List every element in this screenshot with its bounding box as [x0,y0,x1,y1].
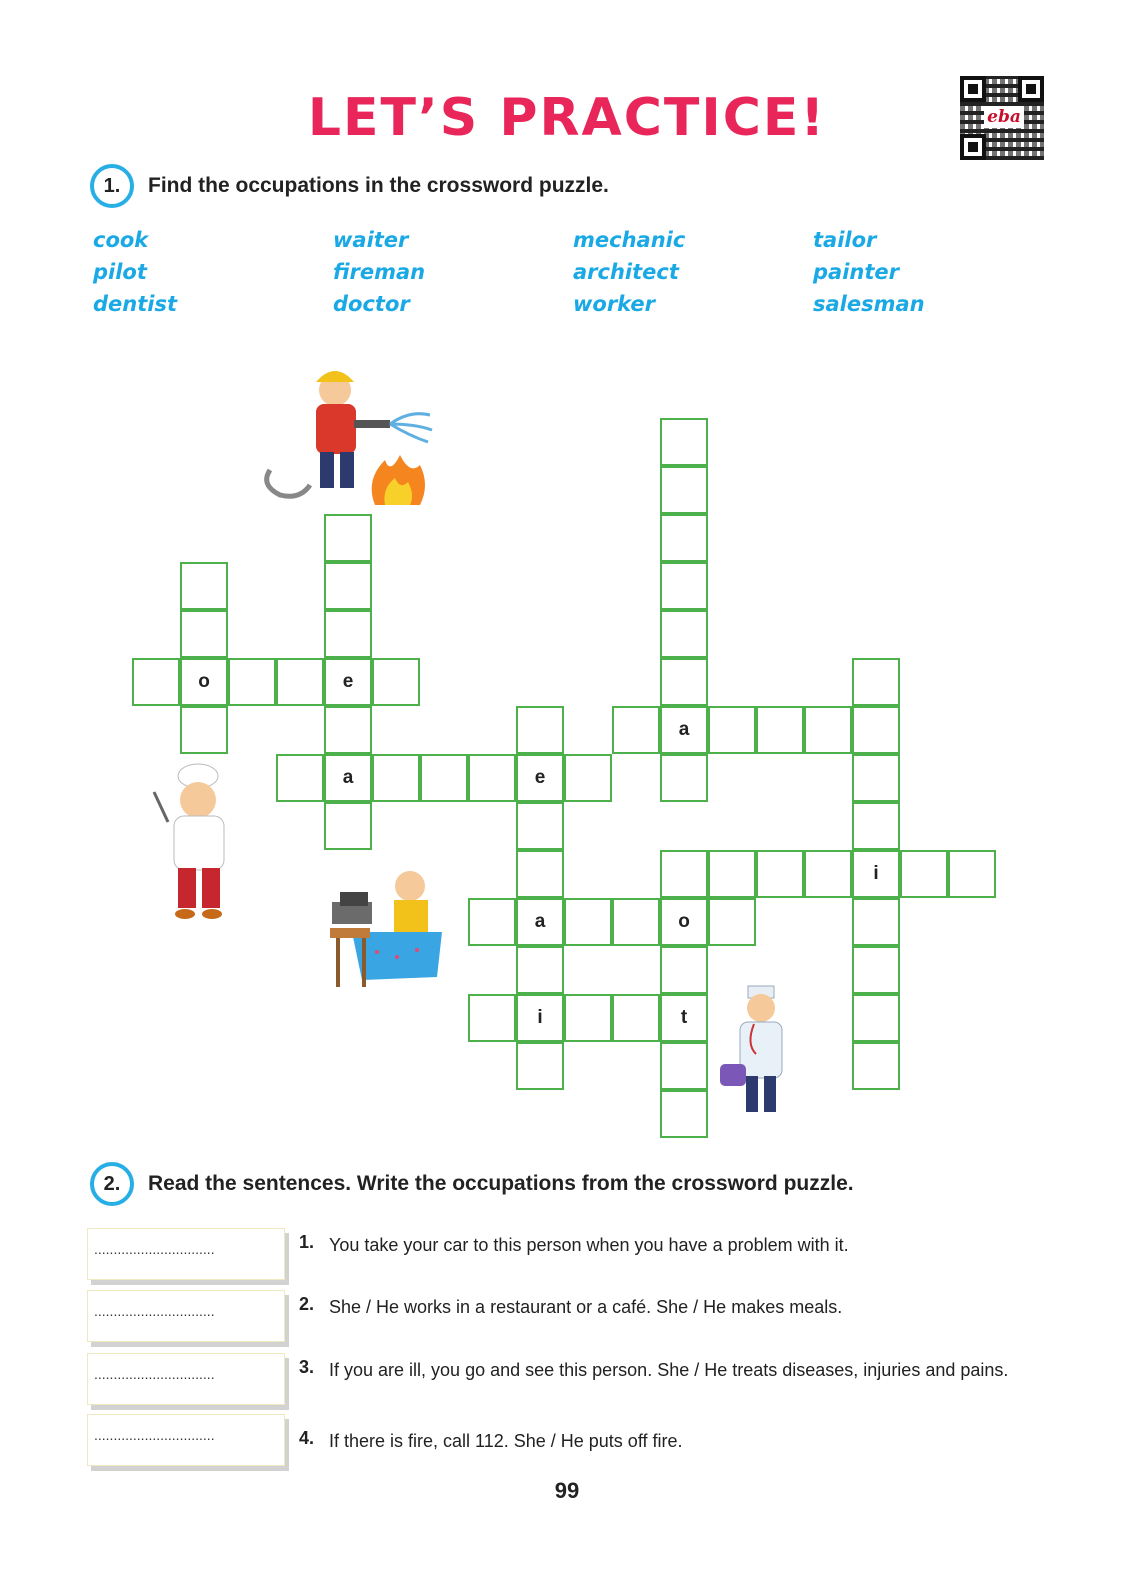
word-list [93,224,1053,320]
crossword-cell[interactable] [852,946,900,994]
exercise-instruction: Read the sentences. Write the occupations from the crossword puzzle. [148,1172,854,1195]
crossword-cell[interactable] [852,706,900,754]
crossword-cell[interactable]: i [516,994,564,1042]
crossword-cell[interactable]: e [324,658,372,706]
crossword-cell[interactable] [660,1090,708,1138]
cook-illustration [140,762,250,922]
crossword-cell[interactable] [324,610,372,658]
crossword-cell[interactable] [180,610,228,658]
word-list-item: painter [813,260,899,284]
crossword-cell[interactable]: e [516,754,564,802]
question-number: 4. [299,1428,315,1448]
word-list-item: dentist [93,292,177,316]
crossword-cell[interactable] [756,706,804,754]
crossword-cell[interactable]: a [660,706,708,754]
crossword-cell[interactable]: a [324,754,372,802]
word-list-item: mechanic [573,228,686,252]
crossword-cell[interactable] [852,658,900,706]
crossword-cell[interactable] [660,466,708,514]
page-title: LET’S PRACTICE! [307,88,827,148]
crossword-cell[interactable] [372,754,420,802]
crossword-cell[interactable] [660,418,708,466]
question-text: You take your car to this person when you have a problem with it. [329,1235,849,1255]
crossword-cell[interactable] [468,994,516,1042]
question-text: If you are ill, you go and see this person. She / He treats diseases, injuries and pains. [329,1360,1009,1380]
eba-logo: eba [984,106,1024,128]
crossword-cell[interactable] [420,754,468,802]
crossword-cell[interactable] [276,754,324,802]
word-list-item: pilot [93,260,147,284]
question-number: 3. [299,1357,315,1377]
answer-field[interactable] [87,1290,285,1342]
answer-blank: ............................... [94,1241,215,1257]
crossword-cell[interactable] [660,946,708,994]
crossword-cell[interactable] [708,898,756,946]
crossword-cell[interactable] [372,658,420,706]
crossword-cell[interactable] [804,706,852,754]
word-list-item: cook [93,228,149,252]
exercise-1-heading [90,164,609,208]
crossword-cell[interactable] [132,658,180,706]
crossword-cell[interactable] [612,898,660,946]
answer-blank: ............................... [94,1427,215,1443]
exercise-number: 1. [90,164,134,208]
crossword-cell[interactable] [660,754,708,802]
crossword-cell[interactable] [660,514,708,562]
crossword-cell[interactable] [900,850,948,898]
crossword-cell[interactable] [516,850,564,898]
answer-field[interactable] [87,1353,285,1405]
crossword-cell[interactable] [804,850,852,898]
doctor-illustration [716,984,806,1124]
crossword-cell[interactable] [708,850,756,898]
crossword-cell[interactable] [324,514,372,562]
crossword-cell[interactable] [612,994,660,1042]
crossword-cell[interactable] [516,946,564,994]
question-number: 1. [299,1232,315,1252]
question-text: If there is fire, call 112. She / He puts off fire. [329,1431,683,1451]
crossword-cell[interactable] [180,562,228,610]
crossword-cell[interactable] [948,850,996,898]
crossword-cell[interactable] [276,658,324,706]
word-list-item: worker [573,292,656,316]
answer-blank: ............................... [94,1303,215,1319]
crossword-cell[interactable] [852,802,900,850]
crossword-cell[interactable] [468,754,516,802]
question-row [87,1414,1007,1470]
crossword-cell[interactable] [516,706,564,754]
crossword-cell[interactable] [660,562,708,610]
word-list-item: tailor [813,228,877,252]
qr-finder [960,76,986,102]
word-list-item: architect [573,260,679,284]
answer-field[interactable] [87,1228,285,1280]
crossword-cell[interactable] [324,562,372,610]
question-row [87,1353,1007,1409]
crossword-cell[interactable] [852,994,900,1042]
crossword-cell[interactable] [660,658,708,706]
word-list-item: fireman [333,260,426,284]
question-row [87,1290,1007,1346]
crossword-cell[interactable] [852,1042,900,1090]
crossword-cell[interactable] [852,898,900,946]
crossword-cell[interactable]: t [660,994,708,1042]
word-list-item: salesman [813,292,925,316]
word-list-item: waiter [333,228,409,252]
crossword-cell[interactable]: a [516,898,564,946]
crossword-cell[interactable] [708,706,756,754]
crossword-cell[interactable]: o [180,658,228,706]
crossword-cell[interactable]: i [852,850,900,898]
crossword-cell[interactable]: o [660,898,708,946]
crossword-cell[interactable] [612,706,660,754]
answer-blank: ............................... [94,1366,215,1382]
crossword-cell[interactable] [324,802,372,850]
exercise-number: 2. [90,1162,134,1206]
crossword-cell[interactable] [324,706,372,754]
crossword-cell[interactable] [660,850,708,898]
crossword-cell[interactable] [660,1042,708,1090]
exercise-instruction: Find the occupations in the crossword puzzle. [148,174,609,197]
exercise-2-heading [90,1162,854,1206]
crossword-cell[interactable] [516,1042,564,1090]
tailor-illustration [322,862,452,1002]
crossword-cell[interactable] [564,898,612,946]
question-row [87,1228,1007,1284]
crossword-cell[interactable] [228,658,276,706]
question-text: She / He works in a restaurant or a café. She / He makes meals. [329,1297,843,1317]
crossword-cell[interactable] [516,802,564,850]
qr-code-icon[interactable] [960,76,1044,160]
crossword-cell[interactable] [564,994,612,1042]
question-number: 2. [299,1294,315,1314]
crossword-cell[interactable] [852,754,900,802]
answer-field[interactable] [87,1414,285,1466]
word-list-item: doctor [333,292,410,316]
fireman-illustration [250,360,440,510]
crossword-cell[interactable] [756,850,804,898]
crossword-cell[interactable] [180,706,228,754]
crossword-cell[interactable] [564,754,612,802]
crossword-cell[interactable] [468,898,516,946]
qr-finder [1018,76,1044,102]
crossword-cell[interactable] [660,610,708,658]
qr-finder [960,134,986,160]
page-number: 99 [554,1478,580,1503]
